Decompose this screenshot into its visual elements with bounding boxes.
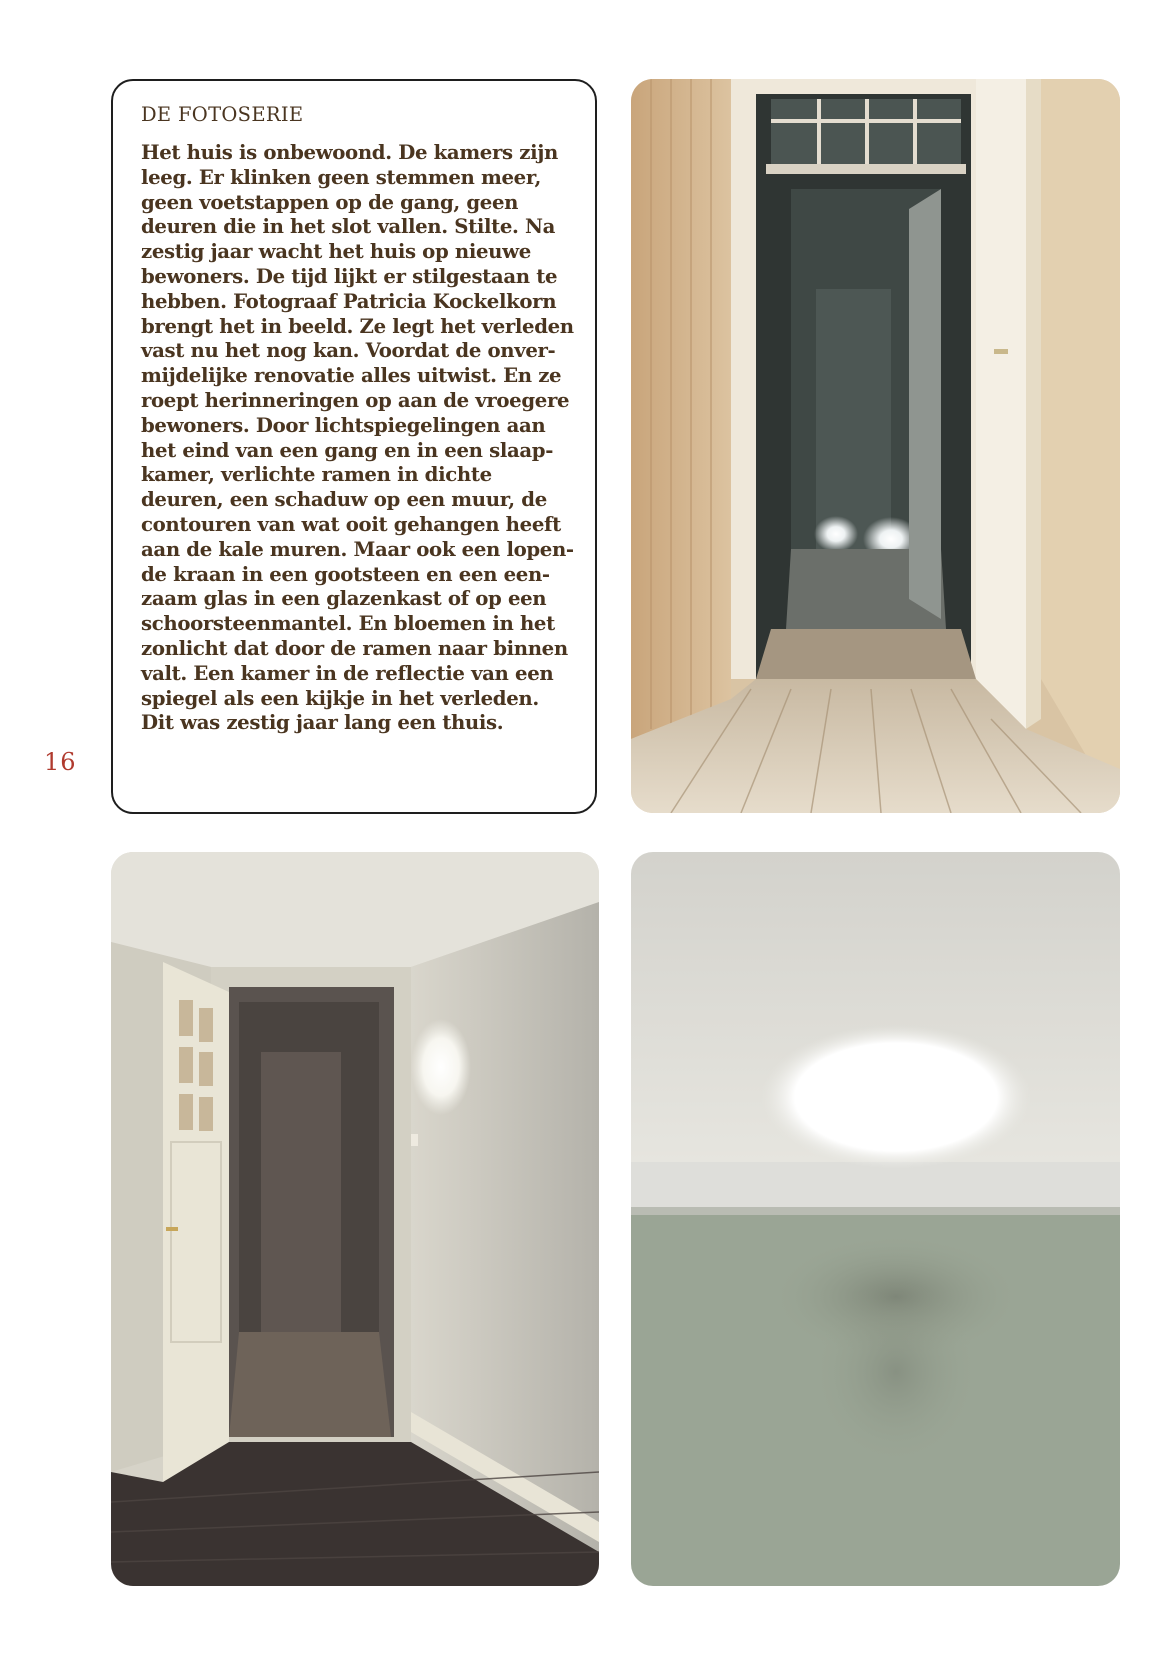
body-text — [141, 141, 574, 736]
body-line: spiegel als een kijkje in het verleden. — [141, 686, 539, 710]
body-line: valt. Een kamer in de reflectie van een — [141, 661, 554, 685]
photo-hallway — [631, 79, 1120, 813]
body-line: contouren van wat ooit gehangen heeft — [141, 512, 561, 536]
body-line: kamer, verlichte ramen in dichte — [141, 463, 492, 487]
body-line: deuren die in het slot vallen. Stilte. Na — [141, 215, 556, 239]
page-number: 16 — [44, 748, 77, 776]
section-heading: DE FOTOSERIE — [141, 103, 304, 126]
body-line: aan de kale muren. Maar ook een lopen- — [141, 537, 574, 561]
photo-room-door — [111, 852, 599, 1586]
body-line: zaam glas in een glazenkast of op een — [141, 587, 547, 611]
body-line: geen voetstappen op de gang, geen — [141, 190, 519, 214]
text-box — [111, 79, 597, 814]
body-line: Het huis is onbewoond. De kamers zijn — [141, 141, 558, 164]
body-line: hebben. Fotograaf Patricia Kockelkorn — [141, 289, 557, 313]
body-line: bewoners. De tijd lijkt er stilgestaan te — [141, 264, 558, 288]
body-line: bewoners. Door lichtspiegelingen aan — [141, 413, 546, 437]
body-line: brengt het in beeld. Ze legt het verleden — [141, 314, 574, 338]
body-line: de kraan in een gootsteen en een een- — [141, 562, 550, 586]
body-line: deuren, een schaduw op een muur, de — [141, 488, 547, 512]
photo-light-on-wall — [631, 852, 1120, 1586]
body-line: mijdelijke renovatie alles uitwist. En ze — [141, 364, 562, 388]
body-line: schoorsteenmantel. En bloemen in het — [141, 612, 555, 636]
body-line: het eind van een gang en in een slaap- — [141, 438, 554, 462]
body-line: zestig jaar wacht het huis op nieuwe — [141, 240, 531, 264]
body-line: leeg. Er klinken geen stemmen meer, — [141, 165, 541, 189]
body-line: roept herinneringen op aan de vroegere — [141, 388, 570, 412]
body-line: Dit was zestig jaar lang een thuis. — [141, 711, 504, 735]
body-line: zonlicht dat door de ramen naar binnen — [141, 636, 568, 660]
body-line: vast nu het nog kan. Voordat de onver- — [141, 339, 556, 363]
